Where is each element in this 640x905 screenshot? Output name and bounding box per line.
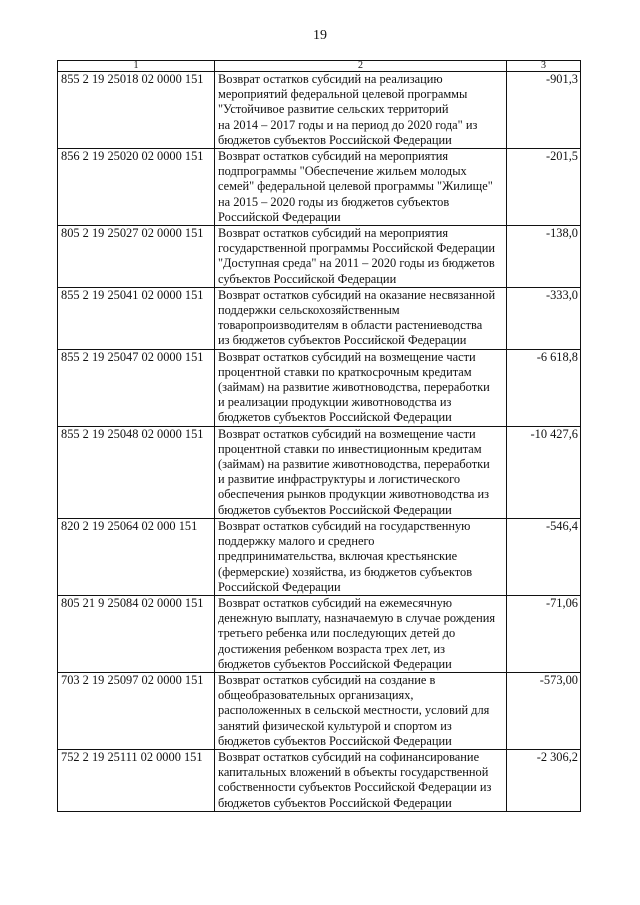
description-line: субъектов Российской Федерации: [218, 271, 397, 286]
budget-code: 752 2 19 25111 02 0000 151: [58, 749, 215, 811]
amount: -138,0: [507, 226, 581, 288]
header-row: [58, 61, 581, 72]
table-row: [58, 226, 581, 288]
table-body: [58, 72, 581, 812]
description-line: третьего ребенка или последующих детей до: [218, 626, 456, 641]
description-line: капитальных вложений в объекты государственной: [218, 765, 489, 780]
budget-code: 805 21 9 25084 02 0000 151: [58, 595, 215, 672]
description-line: достижения ребенком возраста трех лет, из: [218, 641, 446, 656]
description-line: товаропроизводителям в области растениеводства: [218, 318, 483, 333]
table-row: [58, 287, 581, 349]
budget-code: 855 2 19 25047 02 0000 151: [58, 349, 215, 426]
header-col-code: 1: [58, 61, 215, 72]
description-line: "Устойчивое развитие сельских территорий: [218, 102, 449, 117]
amount: -333,0: [507, 287, 581, 349]
description-line: и реализации продукции животноводства из: [218, 395, 452, 410]
description-line: бюджетов субъектов Российской Федерации: [218, 795, 452, 810]
description-line: мероприятий федеральной целевой программы: [218, 87, 468, 102]
description-line: предпринимательства, включая крестьянские: [218, 549, 458, 564]
description-line: процентной ставки по инвестиционным кредитам: [218, 441, 482, 456]
budget-code: 703 2 19 25097 02 0000 151: [58, 672, 215, 749]
budget-code: 856 2 19 25020 02 0000 151: [58, 149, 215, 226]
item-description: [215, 226, 507, 288]
description-line: Возврат остатков субсидий на возмещение части: [218, 426, 476, 441]
amount: -201,5: [507, 149, 581, 226]
description-line: бюджетов субъектов Российской Федерации: [218, 410, 452, 425]
table-row: [58, 672, 581, 749]
item-description: [215, 349, 507, 426]
description-line: на 2014 – 2017 годы и на период до 2020 года" из: [218, 117, 478, 132]
description-line: Возврат остатков субсидий на возмещение части: [218, 349, 476, 364]
description-line: Возврат остатков субсидий на ежемесячную: [218, 595, 453, 610]
description-line: поддержку малого и среднего: [218, 534, 375, 549]
header-col-amount: 3: [507, 61, 581, 72]
budget-code: 855 2 19 25018 02 0000 151: [58, 72, 215, 149]
description-line: Возврат остатков субсидий на софинансирование: [218, 749, 480, 764]
description-line: Российской Федерации: [218, 209, 341, 224]
item-description: [215, 595, 507, 672]
table-row: [58, 149, 581, 226]
item-description: [215, 672, 507, 749]
description-line: Возврат остатков субсидий на государственную: [218, 518, 471, 533]
amount: -2 306,2: [507, 749, 581, 811]
description-line: (займам) на развитие животноводства, переработки: [218, 380, 490, 395]
description-line: поддержки сельскохозяйственным: [218, 303, 400, 318]
amount: -573,00: [507, 672, 581, 749]
description-line: и развитие инфраструктуры и логистического: [218, 472, 461, 487]
table-row: [58, 518, 581, 595]
budget-code: 855 2 19 25048 02 0000 151: [58, 426, 215, 518]
description-line: Возврат остатков субсидий на создание в: [218, 672, 436, 687]
description-line: государственной программы Российской Федерации: [218, 241, 495, 256]
item-description: [215, 518, 507, 595]
header-col-name: 2: [215, 61, 507, 72]
description-line: семей" федеральной целевой программы "Жилище": [218, 179, 493, 194]
amount: -10 427,6: [507, 426, 581, 518]
description-line: собственности субъектов Российской Федерации из: [218, 780, 492, 795]
item-description: [215, 149, 507, 226]
description-line: бюджетов субъектов Российской Федерации: [218, 502, 452, 517]
item-description: [215, 426, 507, 518]
description-line: на 2015 – 2020 годы из бюджетов субъектов: [218, 194, 450, 209]
table-row: [58, 595, 581, 672]
amount: -71,06: [507, 595, 581, 672]
description-line: Возврат остатков субсидий на реализацию: [218, 72, 443, 86]
description-line: "Доступная среда" на 2011 – 2020 годы из бюджетов: [218, 256, 495, 271]
table-row: [58, 349, 581, 426]
description-line: из бюджетов субъектов Российской Федерации: [218, 333, 467, 348]
description-line: расположенных в сельской местности, условий для: [218, 703, 490, 718]
description-line: Российской Федерации: [218, 579, 341, 594]
amount: -901,3: [507, 72, 581, 149]
description-line: Возврат остатков субсидий на мероприятия: [218, 226, 449, 241]
table-row: [58, 72, 581, 149]
amount: -546,4: [507, 518, 581, 595]
description-line: бюджетов субъектов Российской Федерации: [218, 656, 452, 671]
budget-code: 855 2 19 25041 02 0000 151: [58, 287, 215, 349]
description-line: процентной ставки по краткосрочным кредитам: [218, 364, 472, 379]
description-line: обеспечения рынков продукции животноводства из: [218, 487, 489, 502]
amount: -6 618,8: [507, 349, 581, 426]
description-line: занятий физической культурой и спортом из: [218, 718, 452, 733]
description-line: (займам) на развитие животноводства, переработки: [218, 457, 490, 472]
item-description: [215, 749, 507, 811]
description-line: бюджетов субъектов Российской Федерации: [218, 132, 452, 147]
description-line: общеобразовательных организациях,: [218, 688, 414, 703]
table-row: [58, 426, 581, 518]
description-line: Возврат остатков субсидий на оказание несвязанной: [218, 287, 496, 302]
budget-code: 805 2 19 25027 02 0000 151: [58, 226, 215, 288]
budget-table: [57, 60, 581, 812]
table-row: [58, 749, 581, 811]
description-line: подпрограммы "Обеспечение жильем молодых: [218, 164, 467, 179]
item-description: [215, 72, 507, 149]
description-line: бюджетов субъектов Российской Федерации: [218, 733, 452, 748]
description-line: Возврат остатков субсидий на мероприятия: [218, 149, 449, 164]
description-line: денежную выплату, назначаемую в случае рождения: [218, 611, 496, 626]
item-description: [215, 287, 507, 349]
budget-code: 820 2 19 25064 02 000 151: [58, 518, 215, 595]
page-number: 19: [313, 28, 327, 43]
table-header: [58, 61, 581, 72]
description-line: (фермерские) хозяйства, из бюджетов субъектов: [218, 564, 473, 579]
